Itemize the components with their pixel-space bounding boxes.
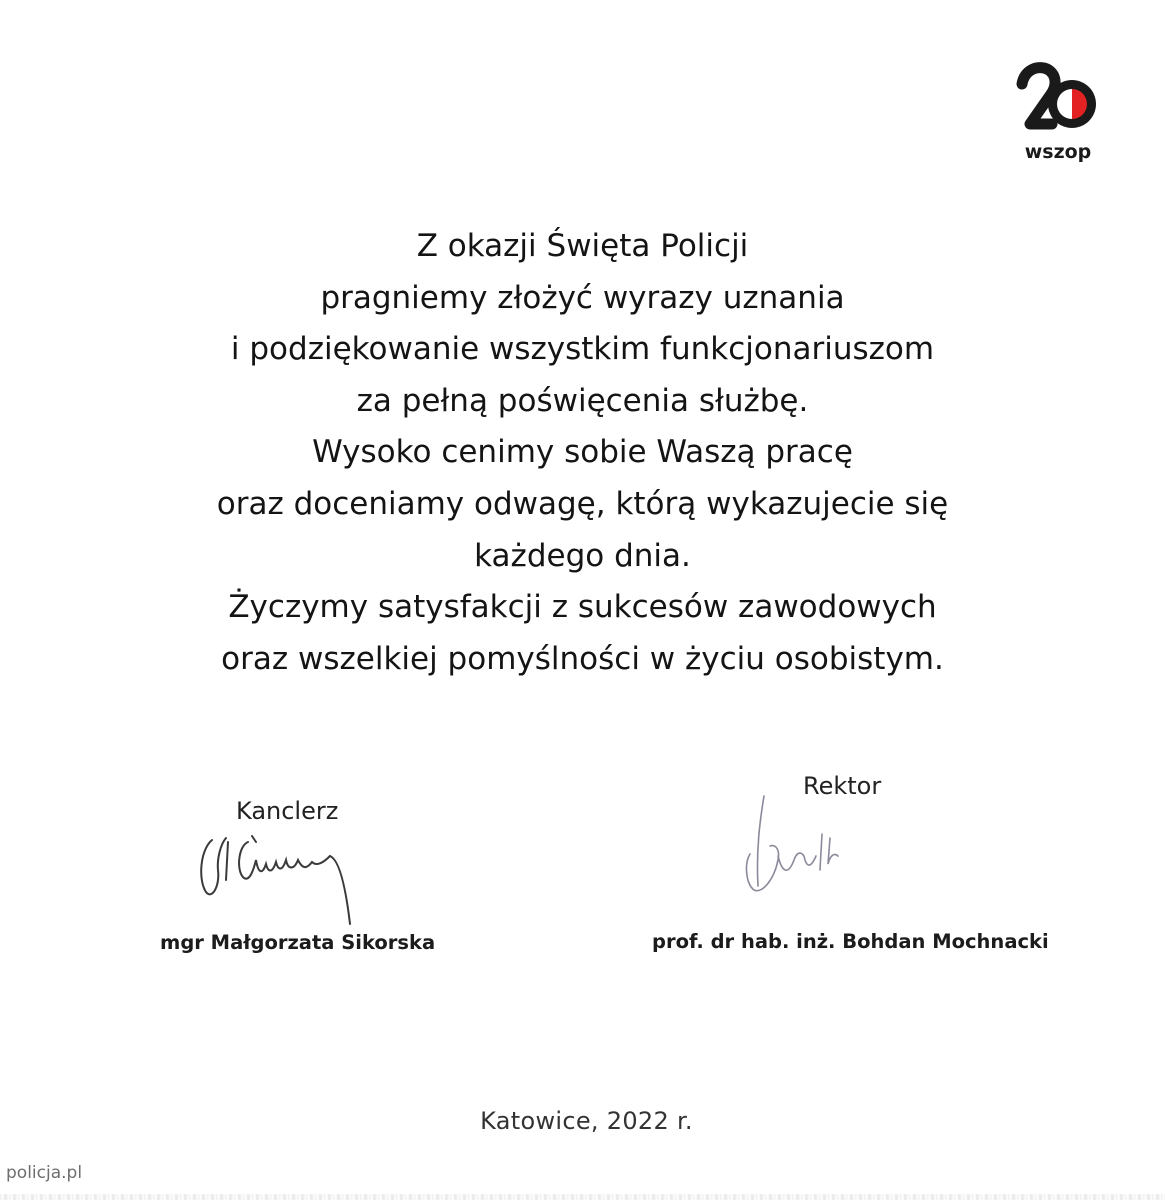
kanclerz-role-label: Kanclerz <box>236 797 339 825</box>
rektor-name: prof. dr hab. inż. Bohdan Mochnacki <box>652 930 1049 953</box>
place-and-date: Katowice, 2022 r. <box>480 1107 693 1135</box>
letter-line: oraz wszelkiej pomyślności w życiu osobistym. <box>221 640 944 677</box>
source-watermark: policja.pl <box>6 1163 83 1183</box>
letter-line: Wysoko cenimy sobie Waszą pracę <box>312 434 853 471</box>
letter-line: oraz doceniamy odwagę, którą wykazujecie się <box>216 485 949 522</box>
kanclerz-name: mgr Małgorzata Sikorska <box>160 931 436 954</box>
letter-line: Życzymy satysfakcji z sukcesów zawodowych <box>228 589 937 626</box>
letter-line: Z okazji Święta Policji <box>416 228 749 264</box>
letter-line: i podziękowanie wszystkim funkcjonariuszom <box>230 331 935 368</box>
wszop-logo <box>1008 62 1108 166</box>
letter-line: za pełną poświęcenia służbę. <box>356 382 809 419</box>
rektor-role-label: Rektor <box>803 772 882 800</box>
logo-graphic <box>1008 62 1108 166</box>
letter-line: pragniemy złożyć wyrazy uznania <box>320 279 845 316</box>
logo-wordmark: wszop <box>1024 141 1092 163</box>
rektor-signature <box>730 790 870 910</box>
scan-edge <box>0 1194 1165 1200</box>
letter-body <box>90 221 1075 685</box>
letter-line: każdego dnia. <box>474 537 691 574</box>
kanclerz-signature <box>190 820 365 930</box>
